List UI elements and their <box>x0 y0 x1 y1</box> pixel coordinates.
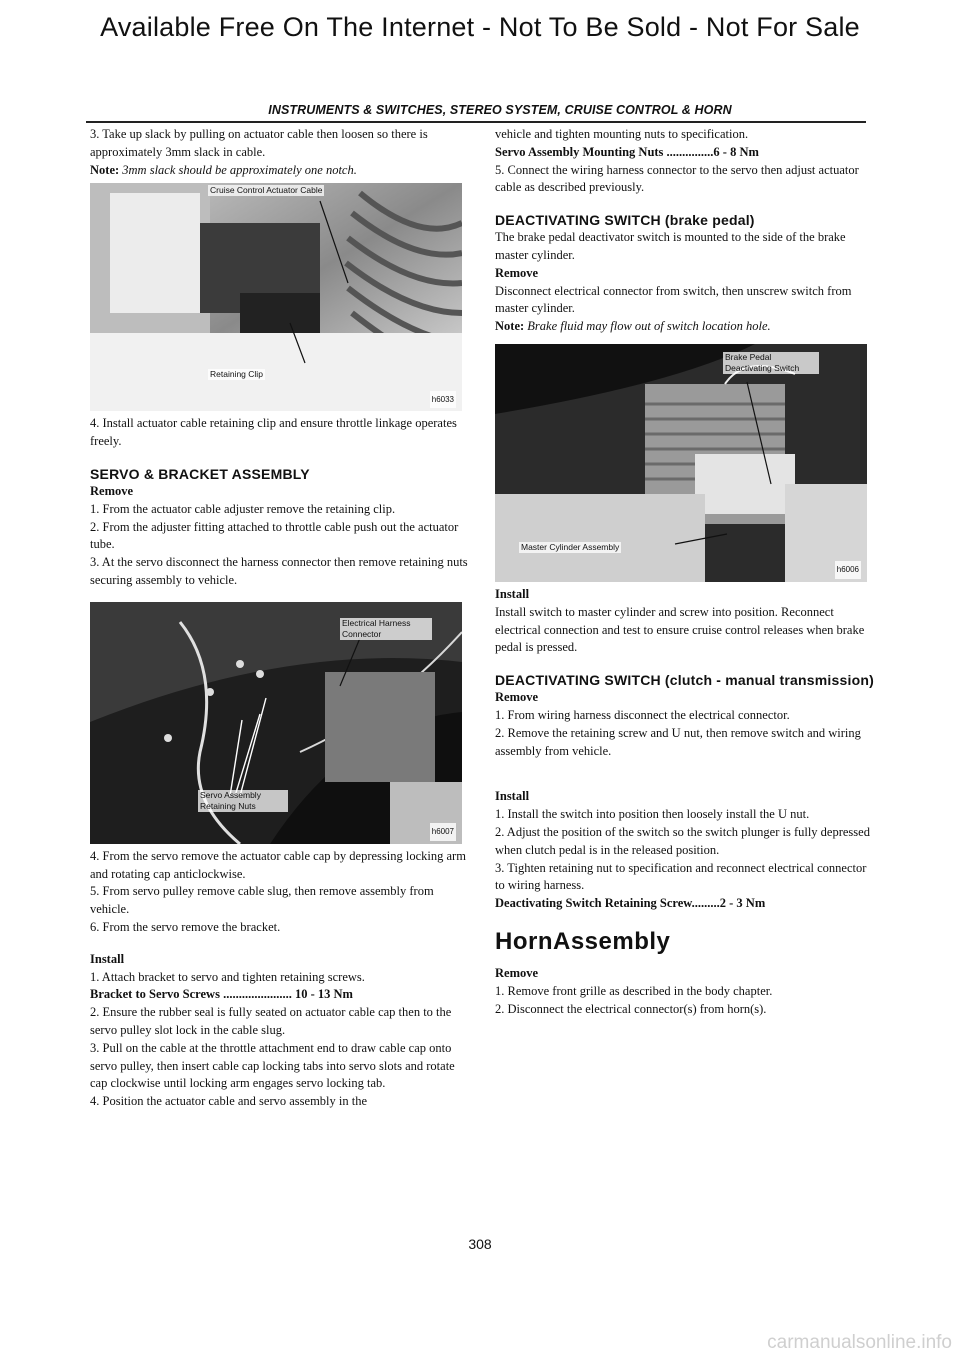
remove-step-2: 2. From the adjuster fitting attached to throttle cable push out the actuator tube. <box>90 519 459 552</box>
photo-engine-bay <box>90 183 462 411</box>
running-head: INSTRUMENTS & SWITCHES, STEREO SYSTEM, CRUISE CONTROL & HORN <box>268 103 732 117</box>
caption-servo-nuts: Servo Assembly Retaining Nuts <box>198 790 288 812</box>
clutch-remove-step-1: 1. From wiring harness disconnect the electrical connector. <box>495 707 790 722</box>
torque-spec-bracket: Bracket to Servo Screws ...................... 10 - 13 Nm <box>90 987 353 1002</box>
remove-step-3: 3. At the servo disconnect the harness connector then remove retaining nuts securing assembly to vehicle. <box>90 555 468 587</box>
caption-master-cylinder: Master Cylinder Assembly <box>521 541 620 552</box>
caption-actuator-cable: Cruise Control Actuator Cable <box>210 185 323 196</box>
figure-brake-switch <box>495 344 867 582</box>
clutch-install-step-1: 1. Install the switch into position then loosely install the U nut. <box>495 807 810 822</box>
remove-step-5: 5. From servo pulley remove cable slug, then remove assembly from vehicle. <box>90 884 434 917</box>
section-title-clutch-switch: DEACTIVATING SWITCH (clutch - manual transmission) <box>495 672 874 689</box>
section-title-horn: HornAssembly <box>495 927 671 955</box>
figure-id: h6006 <box>835 561 861 579</box>
left-column <box>90 126 470 1111</box>
note: Note: Brake fluid may flow out of switch location hole. <box>495 319 771 334</box>
brake-switch-install: Install switch to master cylinder and screw into position. Reconnect electrical connection and test to ensure cruise control releases when brake pedal is pressed. <box>495 604 865 655</box>
caption-retaining-clip: Retaining Clip <box>210 369 263 380</box>
subheading-install: Install <box>90 951 125 966</box>
brake-switch-remove: Disconnect electrical connector from switch, then unscrew switch from master cylinder. <box>495 283 852 316</box>
section-title-brake-switch: DEACTIVATING SWITCH (brake pedal) <box>495 212 755 229</box>
install-step-2: 2. Ensure the rubber seal is fully seated on actuator cable cap then to the servo pulley slot lock in the cable slug. <box>90 1005 452 1037</box>
install-step-4: 4. Position the actuator cable and servo assembly in the <box>90 1094 368 1109</box>
horn-remove-step-2: 2. Disconnect the electrical connector(s) from horn(s). <box>495 1001 767 1016</box>
remove-step-6: 6. From the servo remove the bracket. <box>90 919 281 934</box>
site-watermark: carmanualsonline.info <box>767 1332 952 1353</box>
note: Note: 3mm slack should be approximately one notch. <box>90 162 357 177</box>
install-step-4-continued: vehicle and tighten mounting nuts to specification. <box>495 127 749 141</box>
horn-remove-step-1: 1. Remove front grille as described in the body chapter. <box>495 983 773 998</box>
subheading-remove: Remove <box>495 690 539 705</box>
subheading-remove: Remove <box>495 265 539 280</box>
step-4: 4. Install actuator cable retaining clip and ensure throttle linkage operates freely. <box>90 416 457 449</box>
torque-spec-servo-nuts: Servo Assembly Mounting Nuts ...............6 - 8 Nm <box>495 144 759 159</box>
clutch-install-step-3: 3. Tighten retaining nut to specification and reconnect electrical connector to wiring harness. <box>495 860 867 893</box>
right-column <box>495 126 875 1018</box>
caption-harness-connector: Electrical Harness Connector <box>340 618 432 640</box>
distribution-banner: Available Free On The Internet - Not To Be Sold - Not For Sale <box>100 12 860 42</box>
figure-id: h6033 <box>430 391 456 409</box>
install-step-5: 5. Connect the wiring harness connector to the servo then adjust actuator cable as described previously. <box>495 162 859 195</box>
section-title-servo: SERVO & BRACKET ASSEMBLY <box>90 465 310 482</box>
header-rule <box>86 121 866 123</box>
remove-step-1: 1. From the actuator cable adjuster remove the retaining clip. <box>90 501 396 516</box>
install-step-3: 3. Pull on the cable at the throttle attachment end to draw cable cap onto servo pulley, then insert cable cap locking tabs into servo slots and rotate cap clockwise until locking arm engages servo locking tab. <box>90 1040 455 1091</box>
install-step-1: 1. Attach bracket to servo and tighten retaining screws. <box>90 969 365 984</box>
subheading-install: Install <box>495 586 530 601</box>
subheading-remove: Remove <box>495 965 539 980</box>
figure-servo-assembly <box>90 602 462 844</box>
torque-spec-switch-screw: Deactivating Switch Retaining Screw.........2 - 3 Nm <box>495 896 766 911</box>
clutch-remove-step-2: 2. Remove the retaining screw and U nut, then remove switch and wiring assembly from vehicle. <box>495 725 861 758</box>
figure-id: h6007 <box>430 823 456 841</box>
subheading-install: Install <box>495 789 530 804</box>
subheading-remove: Remove <box>90 483 134 498</box>
figure-actuator-cable <box>90 183 462 411</box>
page-number: 308 <box>468 1236 492 1252</box>
step-3: 3. Take up slack by pulling on actuator cable then loosen so there is approximately 3mm slack in cable. <box>90 127 428 159</box>
brake-switch-intro: The brake pedal deactivator switch is mounted to the side of the brake master cylinder. <box>495 230 846 262</box>
caption-brake-switch: Brake Pedal Deactivating Switch <box>723 352 819 374</box>
remove-step-4: 4. From the servo remove the actuator cable cap by depressing locking arm and rotating cap anticlockwise. <box>90 848 466 881</box>
clutch-install-step-2: 2. Adjust the position of the switch so the switch plunger is fully depressed when clutch pedal is in the released position. <box>495 824 870 857</box>
